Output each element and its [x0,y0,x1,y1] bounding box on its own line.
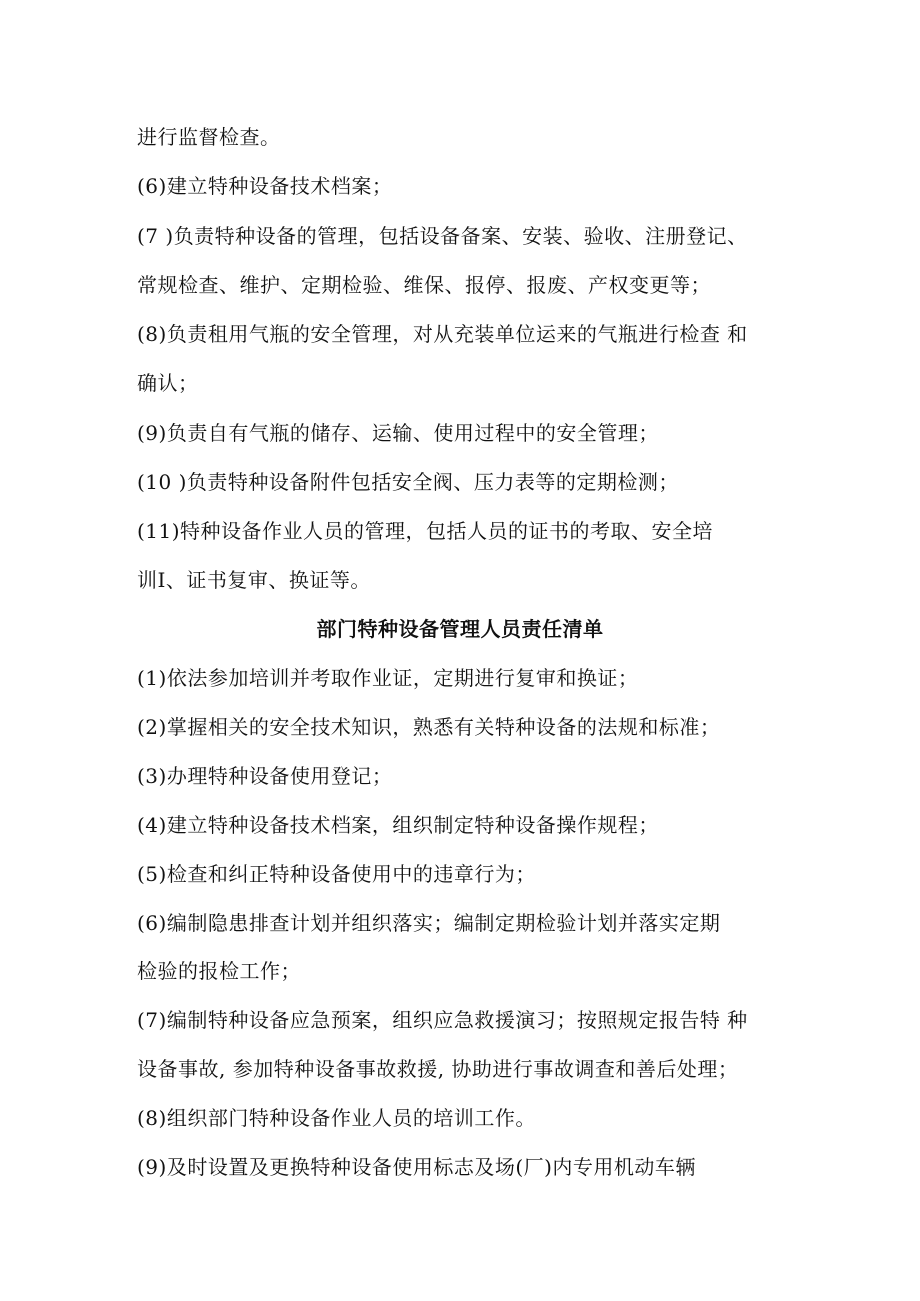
text-line: (8)组织部门特种设备作业人员的培训工作。 [137,1106,536,1130]
text-line: (10 )负责特种设备附件包括安全阀、压力表等的定期检测； [137,470,679,494]
text-line: 检验的报检工作； [137,959,301,983]
text-line: (6)建立特种设备技术档案； [137,174,393,198]
text-line: 常规检查、维护、定期检验、维保、报停、报废、产权变更等； [137,273,711,297]
text-line: 设备事故, 参加特种设备事故救援, 协助进行事故调查和善后处理； [137,1057,739,1081]
text-line: (7)编制特种设备应急预案，组织应急救援演习；按照规定报告特 种 [137,1008,748,1032]
text-line: (6)编制隐患排查计划并组织落实；编制定期检验计划并落实定期 [137,911,721,935]
text-line: 确认； [137,371,199,395]
text-line: 进行监督检查。 [137,125,281,149]
text-line: (9)及时设置及更换特种设备使用标志及场(厂)内专用机动车辆 [137,1155,696,1179]
text-line: (5)检查和纠正特种设备使用中的违章行为； [137,862,536,886]
text-line: (7 )负责特种设备的管理，包括设备备案、安装、验收、注册登记、 [137,224,748,248]
text-line: (11)特种设备作业人员的管理，包括人员的证书的考取、安全培 [137,519,714,543]
text-line: (2)掌握相关的安全技术知识，熟悉有关特种设备的法规和标准； [137,715,721,739]
text-line: (1)依法参加培训并考取作业证，定期进行复审和换证； [137,666,639,690]
section-heading: 部门特种设备管理人员责任清单 [316,617,604,641]
text-line: (4)建立特种设备技术档案，组织制定特种设备操作规程； [137,813,659,837]
text-line: 训I、证书复审、换证等。 [137,568,371,592]
text-line: (9)负责自有气瓶的储存、运输、使用过程中的安全管理； [137,421,659,445]
text-line: (3)办理特种设备使用登记； [137,764,393,788]
text-line: (8)负责租用气瓶的安全管理，对从充装单位运来的气瓶进行检查 和 [137,322,748,346]
